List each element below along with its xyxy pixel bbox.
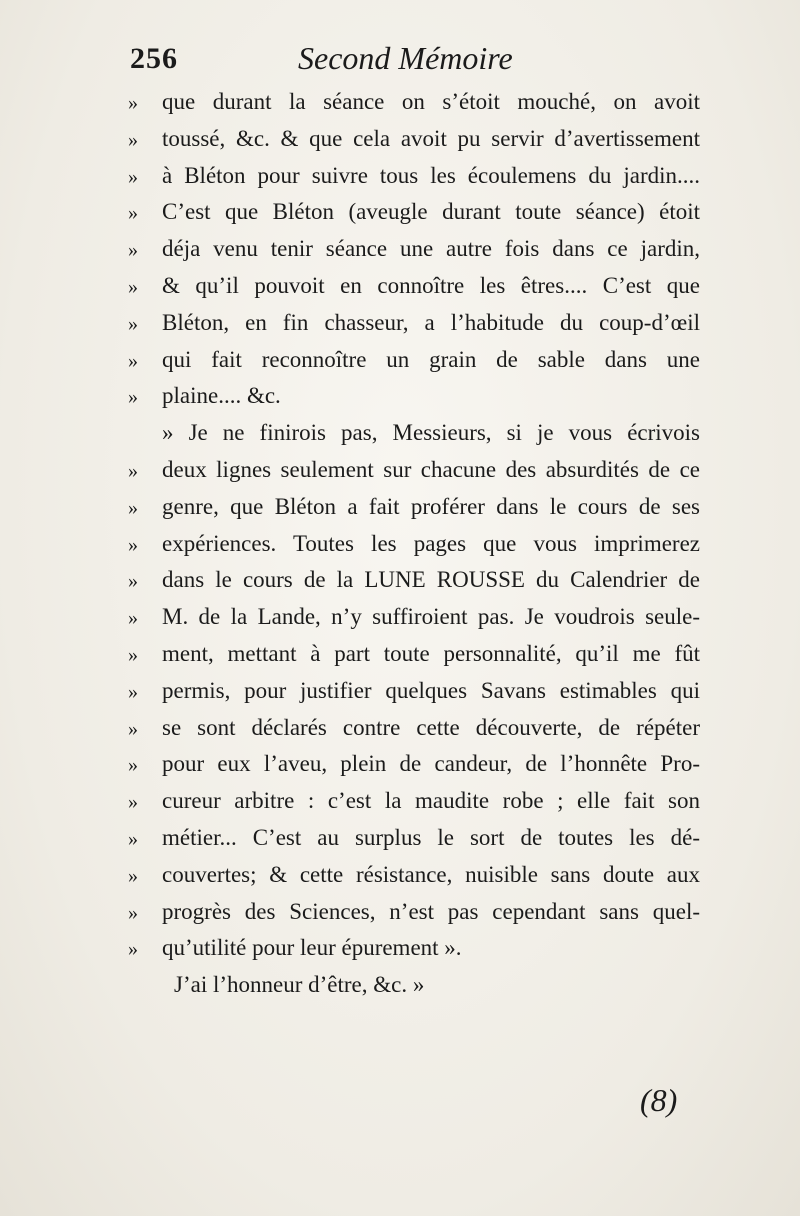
page-number: 256 — [130, 42, 178, 75]
line-text: qu’utilité pour leur épurement ». — [162, 935, 462, 961]
text-line — [128, 268, 700, 305]
line-text: dans le cours de la LUNE ROUSSE du Calendrier de — [162, 567, 700, 593]
text-line — [128, 636, 700, 673]
line-text: M. de la Lande, n’y suffiroient pas. Je voudrois seule- — [162, 604, 700, 630]
text-line — [128, 820, 700, 857]
text-line — [128, 746, 700, 783]
quote-mark: » — [128, 459, 138, 482]
line-text: deux lignes seulement sur chacune des absurdités de ce — [162, 456, 700, 482]
line-text: genre, que Bléton a fait proférer dans le cours de ses — [162, 493, 700, 519]
line-text: plaine.... &c. — [162, 383, 281, 409]
text-line — [128, 710, 700, 747]
line-text: cureur arbitre : c’est la maudite robe ; elle fait son — [162, 788, 700, 814]
text-line — [128, 673, 700, 710]
text-line — [128, 599, 700, 636]
text-line — [128, 84, 700, 121]
quote-mark: » — [128, 275, 138, 298]
paragraph-start-line: » Je ne finirois pas, Messieurs, si je vous écrivois — [162, 420, 700, 446]
quote-mark: » — [128, 386, 138, 409]
quote-mark: » — [128, 202, 138, 225]
text-line — [128, 930, 700, 967]
quote-mark: » — [128, 570, 138, 593]
text-line — [128, 783, 700, 820]
line-text: pour eux l’aveu, plein de candeur, de l’honnête Pro- — [162, 751, 700, 777]
closing-text: J’ai l’honneur d’être, &c. » — [174, 972, 425, 998]
line-text: qui fait reconnoître un grain de sable dans une — [162, 346, 700, 372]
quote-mark: » — [128, 128, 138, 151]
line-text: métier... C’est au surplus le sort de toutes les dé- — [162, 824, 700, 850]
line-text: toussé, &c. & que cela avoit pu servir d’avertissement — [162, 125, 700, 151]
quote-mark: » — [128, 901, 138, 924]
quote-mark: » — [128, 827, 138, 850]
text-line — [128, 194, 700, 231]
quote-mark: » — [128, 754, 138, 777]
closing-line — [128, 967, 700, 1004]
quote-mark: » — [128, 533, 138, 556]
line-text: permis, pour justifier quelques Savans estimables qui — [162, 677, 700, 703]
line-text: à Bléton pour suivre tous les écoulemens du jardin.... — [162, 162, 700, 188]
quote-mark: » — [128, 496, 138, 519]
text-line — [128, 857, 700, 894]
quote-mark: » — [128, 165, 138, 188]
text-line — [128, 415, 700, 452]
quote-mark: » — [128, 312, 138, 335]
page-header — [130, 38, 690, 88]
quote-mark: » — [128, 680, 138, 703]
line-text: Bléton, en fin chasseur, a l’habitude du coup-d’œil — [162, 309, 700, 335]
text-line — [128, 489, 700, 526]
line-text: progrès des Sciences, n’est pas cependant sans quel- — [162, 898, 700, 924]
line-text: C’est que Bléton (aveugle durant toute séance) étoit — [162, 199, 700, 225]
text-line — [128, 121, 700, 158]
line-text: expériences. Toutes les pages que vous imprimerez — [162, 530, 700, 556]
quote-mark: » — [128, 717, 138, 740]
signature-mark: (8) — [640, 1082, 678, 1118]
text-line — [128, 894, 700, 931]
line-text: que durant la séance on s’étoit mouché, on avoit — [162, 89, 700, 114]
body-text — [128, 84, 700, 1004]
line-text: ment, mettant à part toute personnalité, qu’il me fût — [162, 640, 700, 666]
quote-mark: » — [128, 92, 138, 114]
quote-mark: » — [128, 607, 138, 630]
line-text: & qu’il pouvoit en connoître les êtres.... C’est que — [162, 272, 700, 298]
running-title: Second Mémoire — [298, 40, 513, 76]
text-line — [128, 231, 700, 268]
text-line — [128, 305, 700, 342]
text-line — [128, 378, 700, 415]
quote-mark: » — [128, 791, 138, 814]
quote-mark: » — [128, 938, 138, 961]
text-line — [128, 562, 700, 599]
quote-mark: » — [128, 864, 138, 887]
text-line — [128, 342, 700, 379]
quote-mark: » — [128, 349, 138, 372]
line-text: déja venu tenir séance une autre fois dans ce jardin, — [162, 236, 700, 262]
text-line — [128, 452, 700, 489]
quote-mark: » — [128, 643, 138, 666]
quote-mark: » — [128, 239, 138, 262]
line-text: couvertes; & cette résistance, nuisible sans doute aux — [162, 861, 700, 887]
text-line — [128, 526, 700, 563]
line-text: se sont déclarés contre cette découverte, de répéter — [162, 714, 700, 740]
text-line — [128, 158, 700, 195]
